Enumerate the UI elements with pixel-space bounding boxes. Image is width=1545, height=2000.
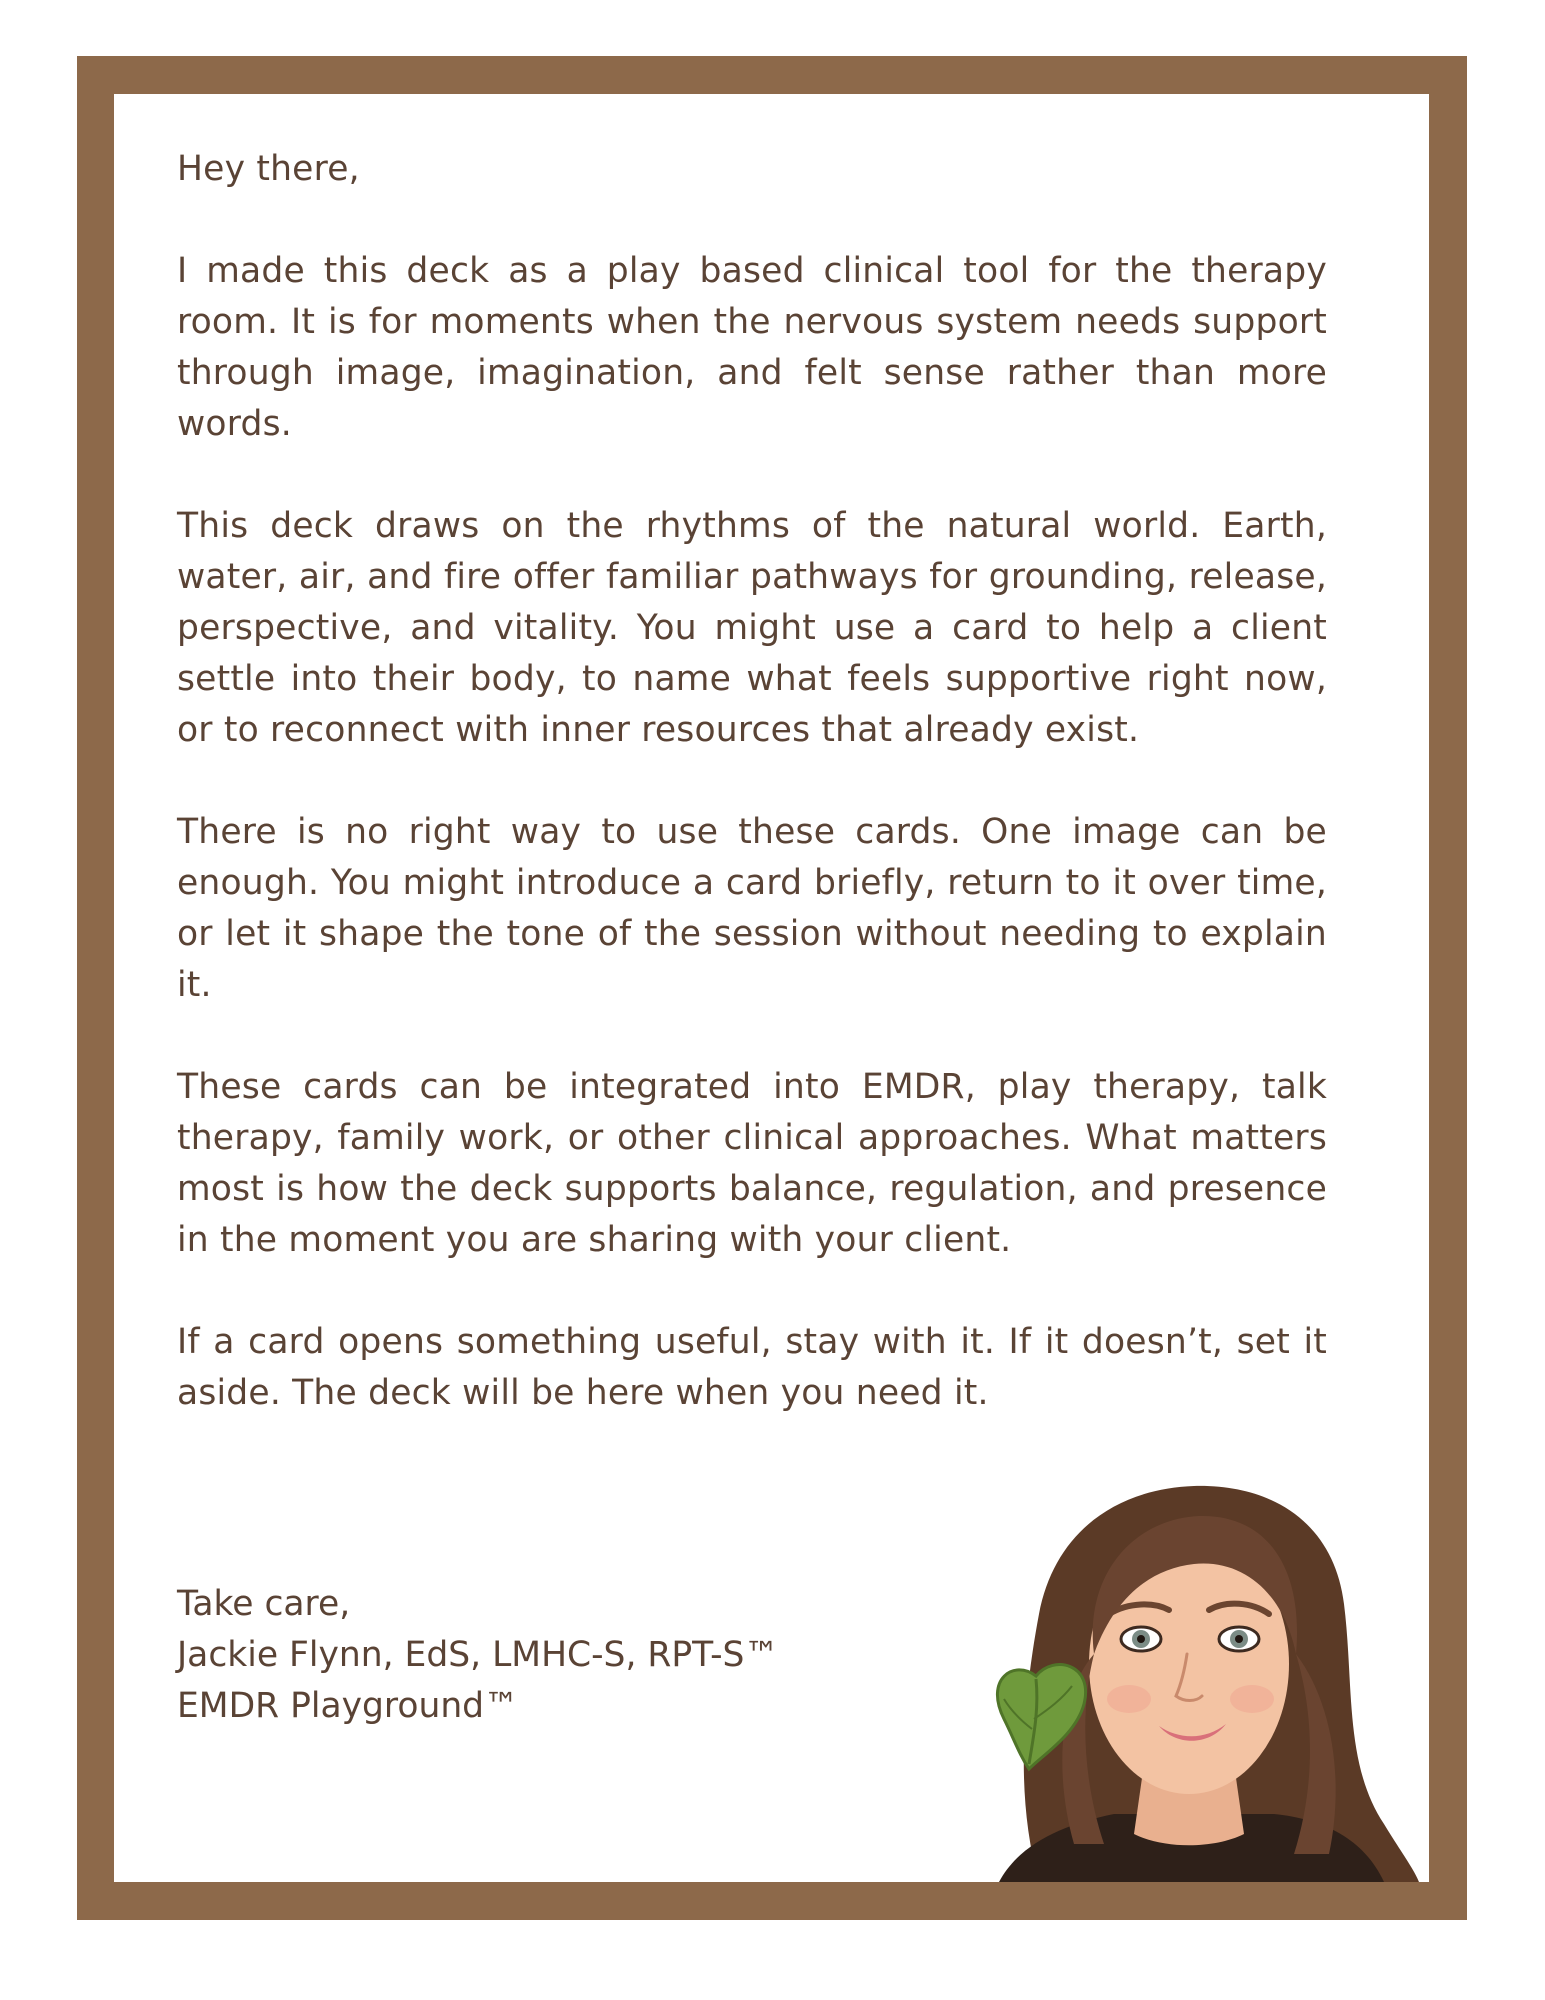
paragraph-usage: There is no right way to use these cards. One image can be enough. You might introduce a card briefly, return to it over time, or let it shape the tone of the session without needing to explain it.: [177, 812, 1327, 1005]
greeting: Hey there,: [177, 149, 360, 189]
paragraph-integration: These cards can be integrated into EMDR, play therapy, talk therapy, family work, or other clinical approaches. What matters most is how the deck supports balance, regulation, and presence in the moment you are sharing with your client.: [177, 1067, 1327, 1260]
paragraph-purpose: I made this deck as a play based clinical tool for the therapy room. It is for moments when the nervous system needs support through image, imagination, and felt sense rather than more words.: [177, 251, 1327, 444]
author-name: Jackie Flynn, EdS, LMHC-S, RPT-S™: [177, 1635, 779, 1675]
author-portrait-illustration: [944, 1464, 1424, 1882]
closing-line: Take care,: [177, 1584, 351, 1624]
letter-paper: [114, 94, 1429, 1882]
signature-block: [177, 1579, 779, 1732]
paragraph-closing-thought: If a card opens something useful, stay with it. If it doesn’t, set it aside. The deck will be here when you need it.: [177, 1322, 1327, 1413]
letter-body: [177, 144, 1327, 1470]
paragraph-nature: This deck draws on the rhythms of the natural world. Earth, water, air, and fire offer familiar pathways for grounding, release, perspective, and vitality. You might use a card to help a client settle into their body, to name what feels supportive right now, or to reconnect with inner resources that already exist.: [177, 506, 1327, 750]
organization-name: EMDR Playground™: [177, 1686, 519, 1726]
